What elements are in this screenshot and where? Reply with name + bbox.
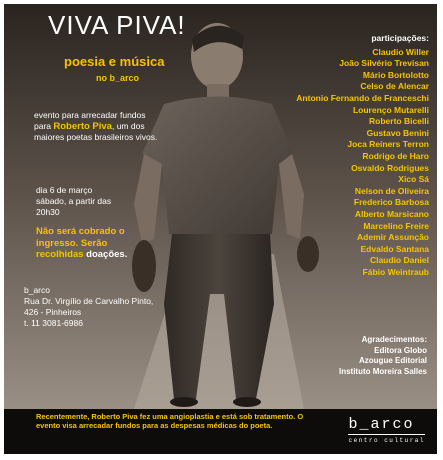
thanks-item: Azougue Editorial — [359, 356, 427, 365]
address-street: Rua Dr. Virgílio de Carvalho Pinto, — [24, 296, 154, 306]
participant-name: Rodrigo de Haro — [362, 150, 429, 161]
entry-highlight: doações. — [86, 249, 128, 260]
entry-info — [36, 226, 146, 261]
participant-name: Mário Bortolotto — [362, 69, 429, 80]
poster — [4, 4, 437, 454]
event-description — [34, 110, 164, 143]
event-text-before: evento para arrecadar fundos para — [34, 110, 146, 131]
venue-label: no b_arco — [96, 73, 140, 83]
address-block — [24, 285, 153, 329]
participant-name: Xico Sá — [398, 174, 429, 185]
participant-name: Nelson de Oliveira — [354, 185, 429, 196]
participant-name: Osvaldo Rodrigues — [351, 162, 429, 173]
entry-text: Não será cobrado o ingresso. Serão recolhidas — [36, 226, 125, 260]
participant-name: Ademir Assunção — [357, 232, 429, 243]
participant-name: Joca Reiners Terron — [347, 139, 429, 150]
participant-name: Celso de Alencar — [360, 81, 429, 92]
poster-subtitle: poesia e música — [64, 54, 165, 69]
date-line-3: 20h30 — [36, 207, 60, 217]
address-phone: t. 11 3081-6986 — [24, 318, 83, 328]
participant-name: Gustavo Benini — [366, 127, 429, 138]
participant-name: Lourenço Mutarelli — [352, 104, 429, 115]
thanks-item: Editora Globo — [374, 345, 427, 355]
participant-name: Edvaldo Santana — [360, 243, 429, 254]
participant-name: Frederico Barbosa — [353, 197, 429, 208]
participant-name: Alberto Marsicano — [354, 208, 429, 219]
participant-name: Antonio Fernando de Franceschi — [296, 92, 429, 103]
thanks-title: Agradecimentos: — [361, 335, 427, 344]
participant-name: Marcelino Freire — [363, 220, 429, 231]
participant-name: João Silvério Trevisan — [339, 58, 429, 69]
participants-list — [296, 47, 429, 279]
date-line-2: sábado, a partir das — [36, 196, 112, 206]
thanks-block — [339, 335, 427, 377]
participant-name: Claudio Daniel — [369, 255, 429, 266]
participant-name: Fábio Weintraub — [362, 266, 429, 277]
participant-name: Claudio Willer — [372, 46, 429, 57]
address-name: b_arco — [24, 285, 50, 295]
footer-note: Recentemente, Roberto Piva fez uma angioplastia e está sob tratamento. O evento visa arrecadar fundos para as despesas médicas do poeta. — [36, 412, 304, 430]
date-line-1: dia 6 de março — [36, 185, 93, 195]
event-text-after: , um dos maiores poetas brasileiros vivos. — [34, 120, 158, 142]
participants-title: participações: — [371, 33, 429, 43]
barco-logo — [348, 416, 425, 444]
address-district: 426 - Pinheiros — [24, 307, 82, 317]
thanks-item: Instituto Moreira Salles — [338, 366, 427, 376]
logo-sub-text: centro cultural — [348, 437, 425, 444]
honoree-name: Roberto Piva — [53, 120, 112, 132]
logo-main-text: b_arco — [348, 416, 425, 435]
poster-title: VIVA PIVA! — [48, 10, 186, 40]
participant-name: Roberto Bicelli — [369, 116, 429, 127]
date-info — [36, 185, 126, 218]
participants-block — [296, 33, 429, 278]
